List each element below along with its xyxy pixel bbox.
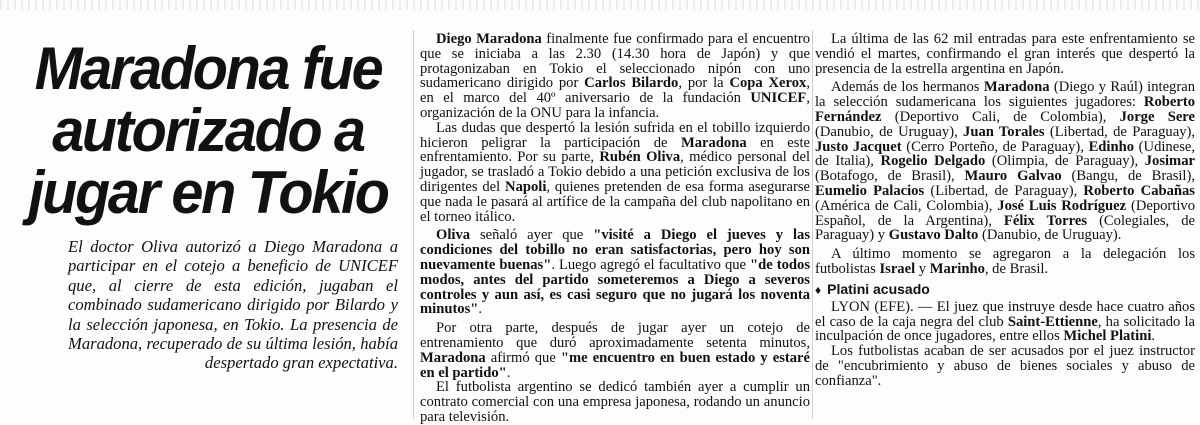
paragraph: Oliva señaló ayer que "visité a Diego el jueves y las condiciones del tobillo no eran satisfactorias, pero hoy son nuevamente buenas". Luego agregó el facultativo que "de todos modos, antes del partido someteremos a Diego a severos controles y aun así, es casi seguro que no jugará los noventa minutos". bbox=[420, 227, 811, 318]
lead-paragraph: El doctor Oliva autorizó a Diego Maradona a participar en el cotejo a beneficio de UNICEF que, al cierre de esta edición, jugaban el combinado sudamericano dirigido por Bilardo y la selección japonesa, en Tokio. La presencia de Maradona, recuperado de su última lesión, había despertado gran expectativa. bbox=[68, 237, 398, 373]
column-divider bbox=[413, 30, 414, 419]
paragraph: Los futbolistas acaban de ser acusados por el juez instructor de "encubrimiento y abuso de bienes sociales y abuso de confianza". bbox=[815, 343, 1195, 389]
paragraph: A último momento se agregaron a la delegación los futbolistas Israel y Marinho, de Brasil. bbox=[815, 246, 1195, 277]
subheading-platini: ♦ Platini acusado bbox=[815, 280, 930, 297]
paragraph: El futbolista argentino se dedicó también ayer a cumplir un contrato comercial con una empresa japonesa, rodando un anuncio para televisión. bbox=[420, 379, 810, 425]
paragraph: Además de los hermanos Maradona (Diego y Raúl) integran la selección sudamericana los siguientes jugadores: Roberto Fernández (Deportivo Cali, de Colombia), Jorge Sere (Danubio, de Uruguay), Juan Torales (Libertad, de Paraguay), Justo Jacquet (Cerro Porteño, de Paraguay), Edinho (Udinese, de Italia), Rogelio Delgado (Olimpia, de Paraguay), Josimar (Botafogo, de Brasil), Mauro Galvao (Bangu, de Brasil), Eumelio Palacios (Libertad, de Paraguay), Roberto Cabañas (América de Cali, Colombia), José Luis Rodríguez (Deportivo Español, de la Argentina), Félix Torres (Colegiales, de Paraguay) y Gustavo Dalto (Danubio, de Uruguay). bbox=[815, 79, 1196, 244]
diamond-bullet-icon: ♦ bbox=[815, 282, 822, 297]
paragraph: LYON (EFE). — El juez que instruye desde hace cuatro años el caso de la caja negra del club Saint-Ettienne, ha solicitado la inculpación de once jugadores, entre ellos Michel Platini. bbox=[815, 298, 1195, 345]
headline: Maradona fue autorizado a jugar en Tokio bbox=[28, 35, 388, 226]
article-column-2 bbox=[420, 32, 810, 425]
paragraph: La última de las 62 mil entradas para este enfrentamiento se vendió el martes, confirmando el gran interés que despertó la presencia de la estrella argentina en Japón. bbox=[815, 31, 1195, 77]
headline-column bbox=[10, 0, 406, 419]
paragraph: Las dudas que despertó la lesión sufrida en el tobillo izquierdo hicieron peligrar la participación de Maradona en este enfrentamiento. Por su parte, Rubén Oliva, médico personal del jugador, se trasladó a Tokio debido a una petición exclusiva de los dirigentes del Napoli, quienes pretenden de esa forma asegurarse que nada le pasará al artífice de la campaña del club napolitano en el torneo itálico. bbox=[420, 119, 811, 225]
paragraph: Diego Maradona finalmente fue confirmado para el encuentro que se iniciaba a las 2.30 (14.30 hora de Japón) y que protagonizaban en Tokio el seleccionado nipón con uno sudamericano dirigido por Carlos Bilardo, por la Copa Xerox, en el marco del 40º aniversario de la fundación UNICEF, organización de la ONU para la infancia. bbox=[420, 31, 810, 121]
column-divider bbox=[812, 30, 813, 419]
paragraph: Por otra parte, después de jugar ayer un cotejo de entrenamiento que duró aproximadamente setenta minutos, Maradona afirmó que "me encuentro en buen estado y estaré en el partido". bbox=[420, 320, 810, 381]
article-column-3 bbox=[815, 32, 1195, 389]
